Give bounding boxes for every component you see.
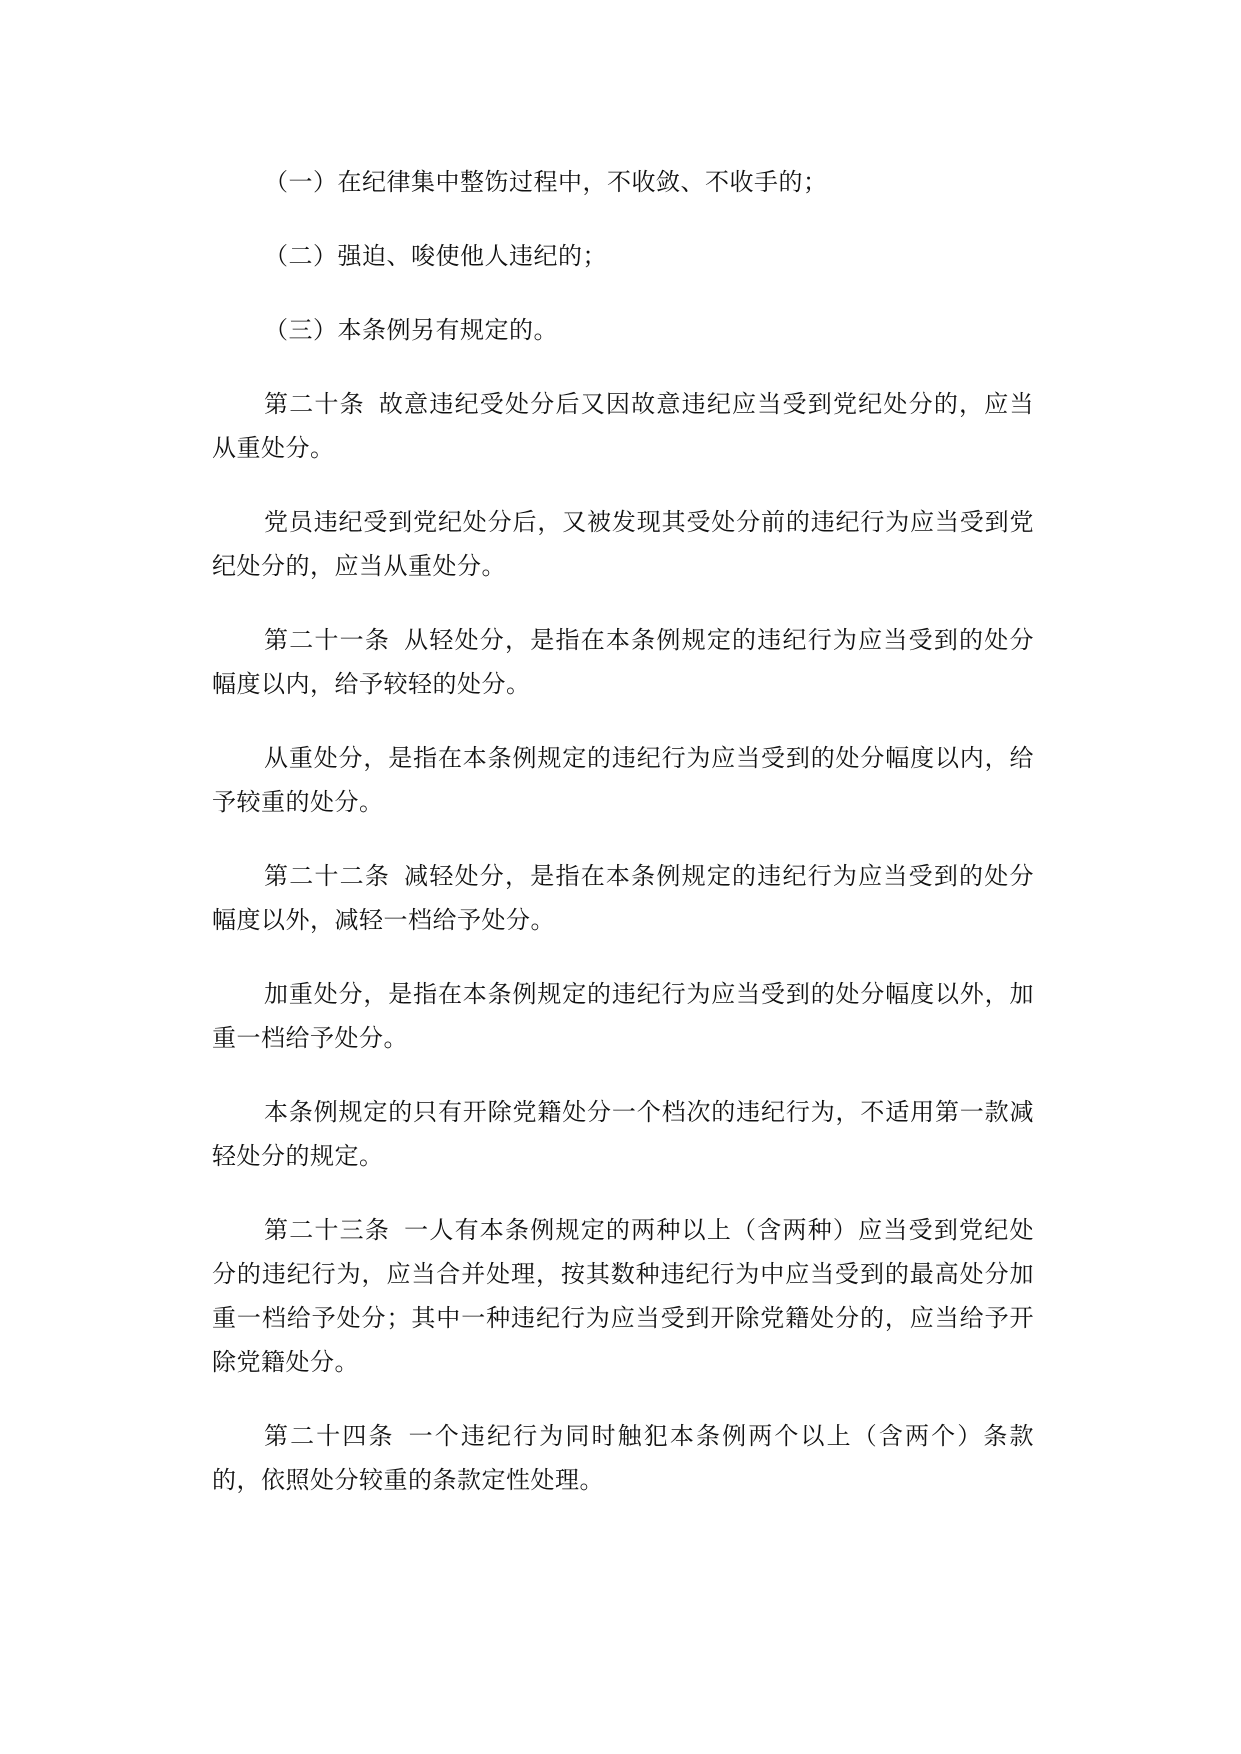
article-21-paragraph <box>212 618 1034 706</box>
article-21-text: 从轻处分，是指在本条例规定的违纪行为应当受到的处分幅度以内，给予较轻的处分。 <box>212 626 1035 698</box>
article-20-paragraph-2 <box>212 500 1034 588</box>
article-20-paragraph <box>212 382 1034 470</box>
list-item-3: （三）本条例另有规定的。 <box>264 316 558 344</box>
article-21-heading: 第二十一条 <box>264 626 391 654</box>
article-22-paragraph-2 <box>212 972 1034 1060</box>
article-22-paragraph-3 <box>212 1090 1034 1178</box>
article-22-text-2: 加重处分，是指在本条例规定的违纪行为应当受到的处分幅度以外，加重一档给予处分。 <box>212 980 1034 1052</box>
article-23-heading: 第二十三条 <box>264 1216 391 1244</box>
article-20-text-2: 党员违纪受到党纪处分后，又被发现其受处分前的违纪行为应当受到党纪处分的，应当从重处分。 <box>212 508 1034 580</box>
list-item-1: （一）在纪律集中整饬过程中，不收敛、不收手的； <box>264 168 828 196</box>
article-21-paragraph-2 <box>212 736 1034 824</box>
article-21-text-2: 从重处分，是指在本条例规定的违纪行为应当受到的处分幅度以内，给予较重的处分。 <box>212 744 1034 816</box>
article-23-text: 一人有本条例规定的两种以上（含两种）应当受到党纪处分的违纪行为，应当合并处理，按其数种违纪行为中应当受到的最高处分加重一档给予处分；其中一种违纪行为应当受到开除党籍处分的，应当给予开除党籍处分。 <box>212 1216 1035 1376</box>
article-24-paragraph <box>212 1414 1034 1502</box>
article-22-heading: 第二十二条 <box>264 862 391 890</box>
article-24-heading: 第二十四条 <box>264 1422 395 1450</box>
article-22-text: 减轻处分，是指在本条例规定的违纪行为应当受到的处分幅度以外，减轻一档给予处分。 <box>212 862 1035 934</box>
article-20-heading: 第二十条 <box>264 390 365 418</box>
article-23-paragraph <box>212 1208 1034 1384</box>
article-22-text-3: 本条例规定的只有开除党籍处分一个档次的违纪行为，不适用第一款减轻处分的规定。 <box>212 1098 1034 1170</box>
document-body <box>212 160 1034 1532</box>
list-item-2: （二）强迫、唆使他人违纪的； <box>264 242 607 270</box>
article-20-text: 故意违纪受处分后又因故意违纪应当受到党纪处分的，应当从重处分。 <box>212 390 1035 462</box>
article-24-text: 一个违纪行为同时触犯本条例两个以上（含两个）条款的，依照处分较重的条款定性处理。 <box>212 1422 1034 1494</box>
article-22-paragraph <box>212 854 1034 942</box>
